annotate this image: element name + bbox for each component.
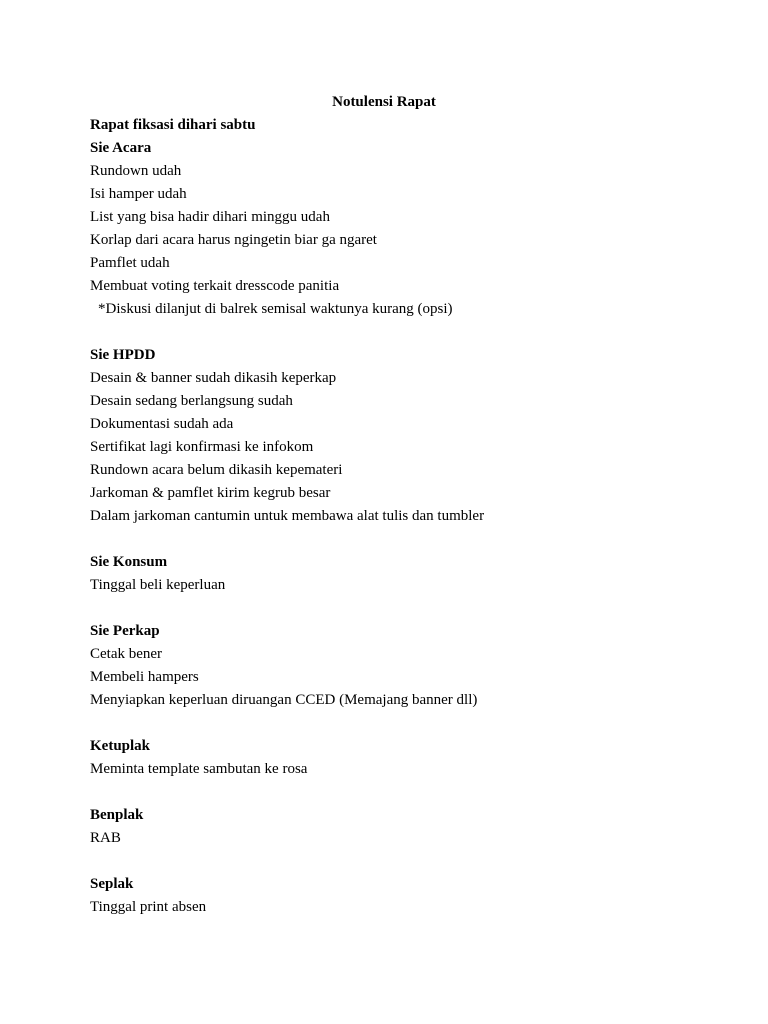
- section-sie-acara: [90, 137, 730, 321]
- section-heading: Sie HPDD: [90, 347, 156, 363]
- section-item: Desain sedang berlangsung sudah: [90, 393, 293, 409]
- meeting-subtitle: Rapat fiksasi dihari sabtu: [90, 117, 256, 133]
- section-item: List yang bisa hadir dihari minggu udah: [90, 209, 330, 225]
- section-heading: Benplak: [90, 807, 144, 823]
- section-item: Korlap dari acara harus ngingetin biar ga ngaret: [90, 232, 377, 248]
- section-item: Rundown udah: [90, 163, 182, 179]
- section-item: Tinggal beli keperluan: [90, 577, 226, 593]
- section-item: Membeli hampers: [90, 669, 199, 685]
- section-sie-konsum: [90, 551, 730, 597]
- section-heading: Sie Acara: [90, 140, 152, 156]
- section-ketuplak: [90, 735, 730, 781]
- document-body: [90, 114, 730, 919]
- section-heading: Sie Perkap: [90, 623, 160, 639]
- section-sie-hpdd: [90, 344, 730, 528]
- section-item: Meminta template sambutan ke rosa: [90, 761, 308, 777]
- section-item: Rundown acara belum dikasih kepemateri: [90, 462, 343, 478]
- section-item: RAB: [90, 830, 121, 846]
- section-item: Menyiapkan keperluan diruangan CCED (Memajang banner dll): [90, 692, 478, 708]
- section-item: Jarkoman & pamflet kirim kegrub besar: [90, 485, 331, 501]
- section-heading: Ketuplak: [90, 738, 151, 754]
- section-seplak: [90, 873, 730, 919]
- section-item: Desain & banner sudah dikasih keperkap: [90, 370, 337, 386]
- section-item: Membuat voting terkait dresscode panitia: [90, 278, 340, 294]
- section-benplak: [90, 804, 730, 850]
- section-item: Isi hamper udah: [90, 186, 187, 202]
- section-item: Pamflet udah: [90, 255, 170, 271]
- section-heading: Sie Konsum: [90, 554, 168, 570]
- section-item: Tinggal print absen: [90, 899, 207, 915]
- document-title: Notulensi Rapat: [332, 94, 436, 110]
- section-sie-perkap: [90, 620, 730, 712]
- section-note: *Diskusi dilanjut di balrek semisal waktunya kurang (opsi): [98, 301, 453, 317]
- section-heading: Seplak: [90, 876, 134, 892]
- section-item: Dalam jarkoman cantumin untuk membawa alat tulis dan tumbler: [90, 508, 485, 524]
- section-item: Cetak bener: [90, 646, 163, 662]
- section-item: Sertifikat lagi konfirmasi ke infokom: [90, 439, 314, 455]
- section-item: Dokumentasi sudah ada: [90, 416, 234, 432]
